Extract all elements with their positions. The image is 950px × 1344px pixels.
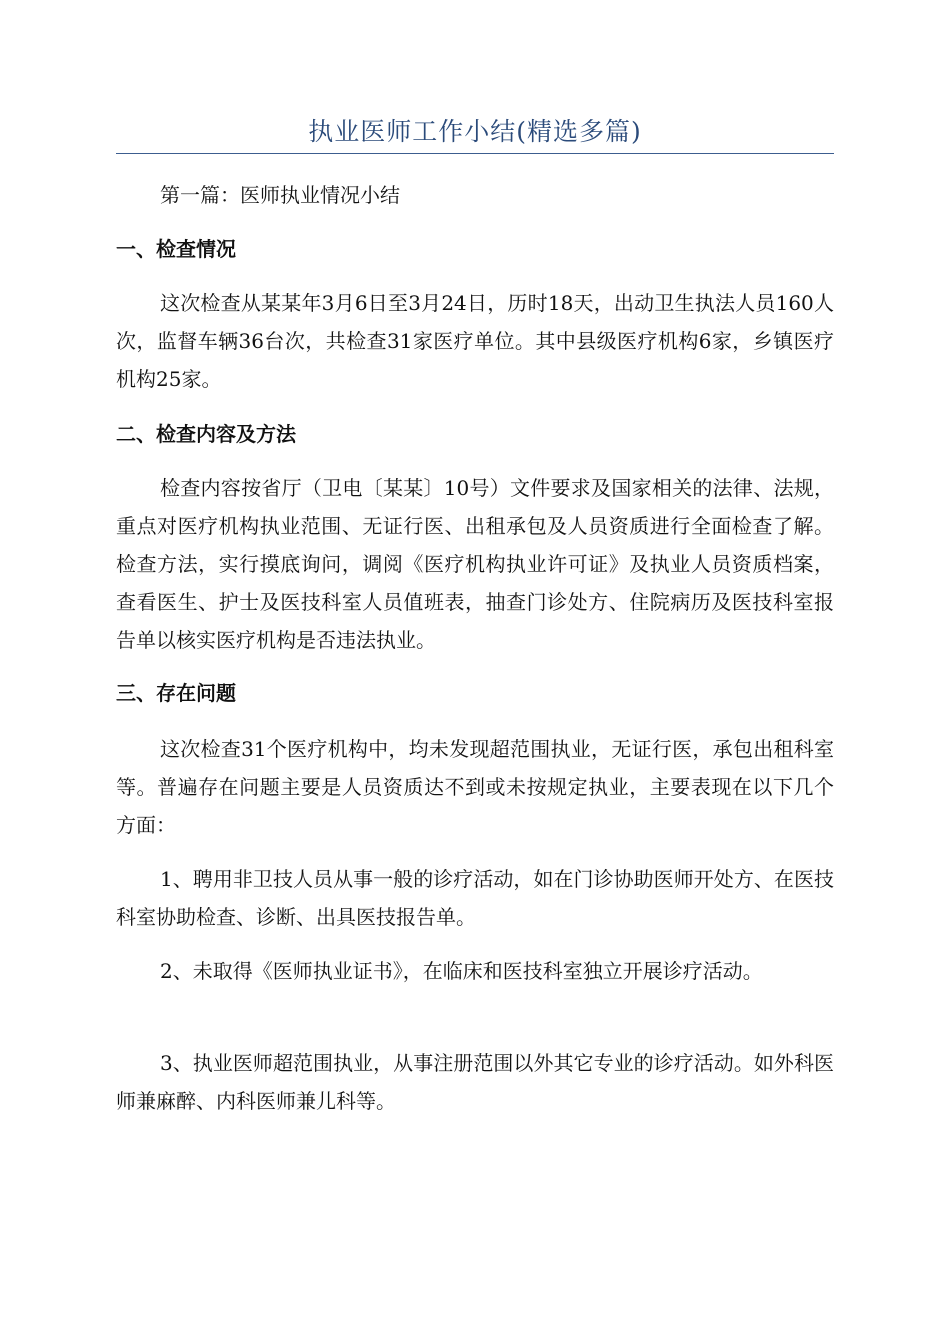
- list-item-problem-1: 1、聘用非卫技人员从事一般的诊疗活动，如在门诊协助医师开处方、在医技科室协助检查、诊断、出具医技报告单。: [116, 867, 834, 929]
- paragraph-inspection-summary: 这次检查从某某年3月6日至3月24日，历时18天，出动卫生执法人员160人次，监督车辆36台次，共检查31家医疗单位。其中县级医疗机构6家，乡镇医疗机构25家。: [116, 291, 834, 391]
- title-underline: [116, 153, 834, 154]
- paragraph-problems-intro: 这次检查31个医疗机构中，均未发现超范围执业，无证行医，承包出租科室等。普遍存在问题主要是人员资质达不到或未按规定执业，主要表现在以下几个方面：: [116, 737, 834, 837]
- subtitle: 第一篇：医师执业情况小结: [160, 183, 400, 207]
- section-heading-content-methods: 二、检查内容及方法: [116, 422, 296, 446]
- document-title: 执业医师工作小结(精选多篇): [308, 117, 642, 146]
- section-heading-inspection: 一、检查情况: [116, 237, 236, 261]
- list-item-problem-2: 2、未取得《医师执业证书》，在临床和医技科室独立开展诊疗活动。: [160, 959, 763, 983]
- section-heading-problems: 三、存在问题: [116, 681, 236, 705]
- paragraph-content-methods: 检查内容按省厅（卫电〔某某〕10号）文件要求及国家相关的法律、法规，重点对医疗机构执业范围、无证行医、出租承包及人员资质进行全面检查了解。检查方法，实行摸底询问，调阅《医疗机构执业许可证》及执业人员资质档案，查看医生、护士及医技科室人员值班表，抽查门诊处方、住院病历及医技科室报告单以核实医疗机构是否违法执业。: [116, 476, 834, 652]
- list-item-problem-3: 3、执业医师超范围执业，从事注册范围以外其它专业的诊疗活动。如外科医师兼麻醉、内科医师兼儿科等。: [116, 1051, 834, 1113]
